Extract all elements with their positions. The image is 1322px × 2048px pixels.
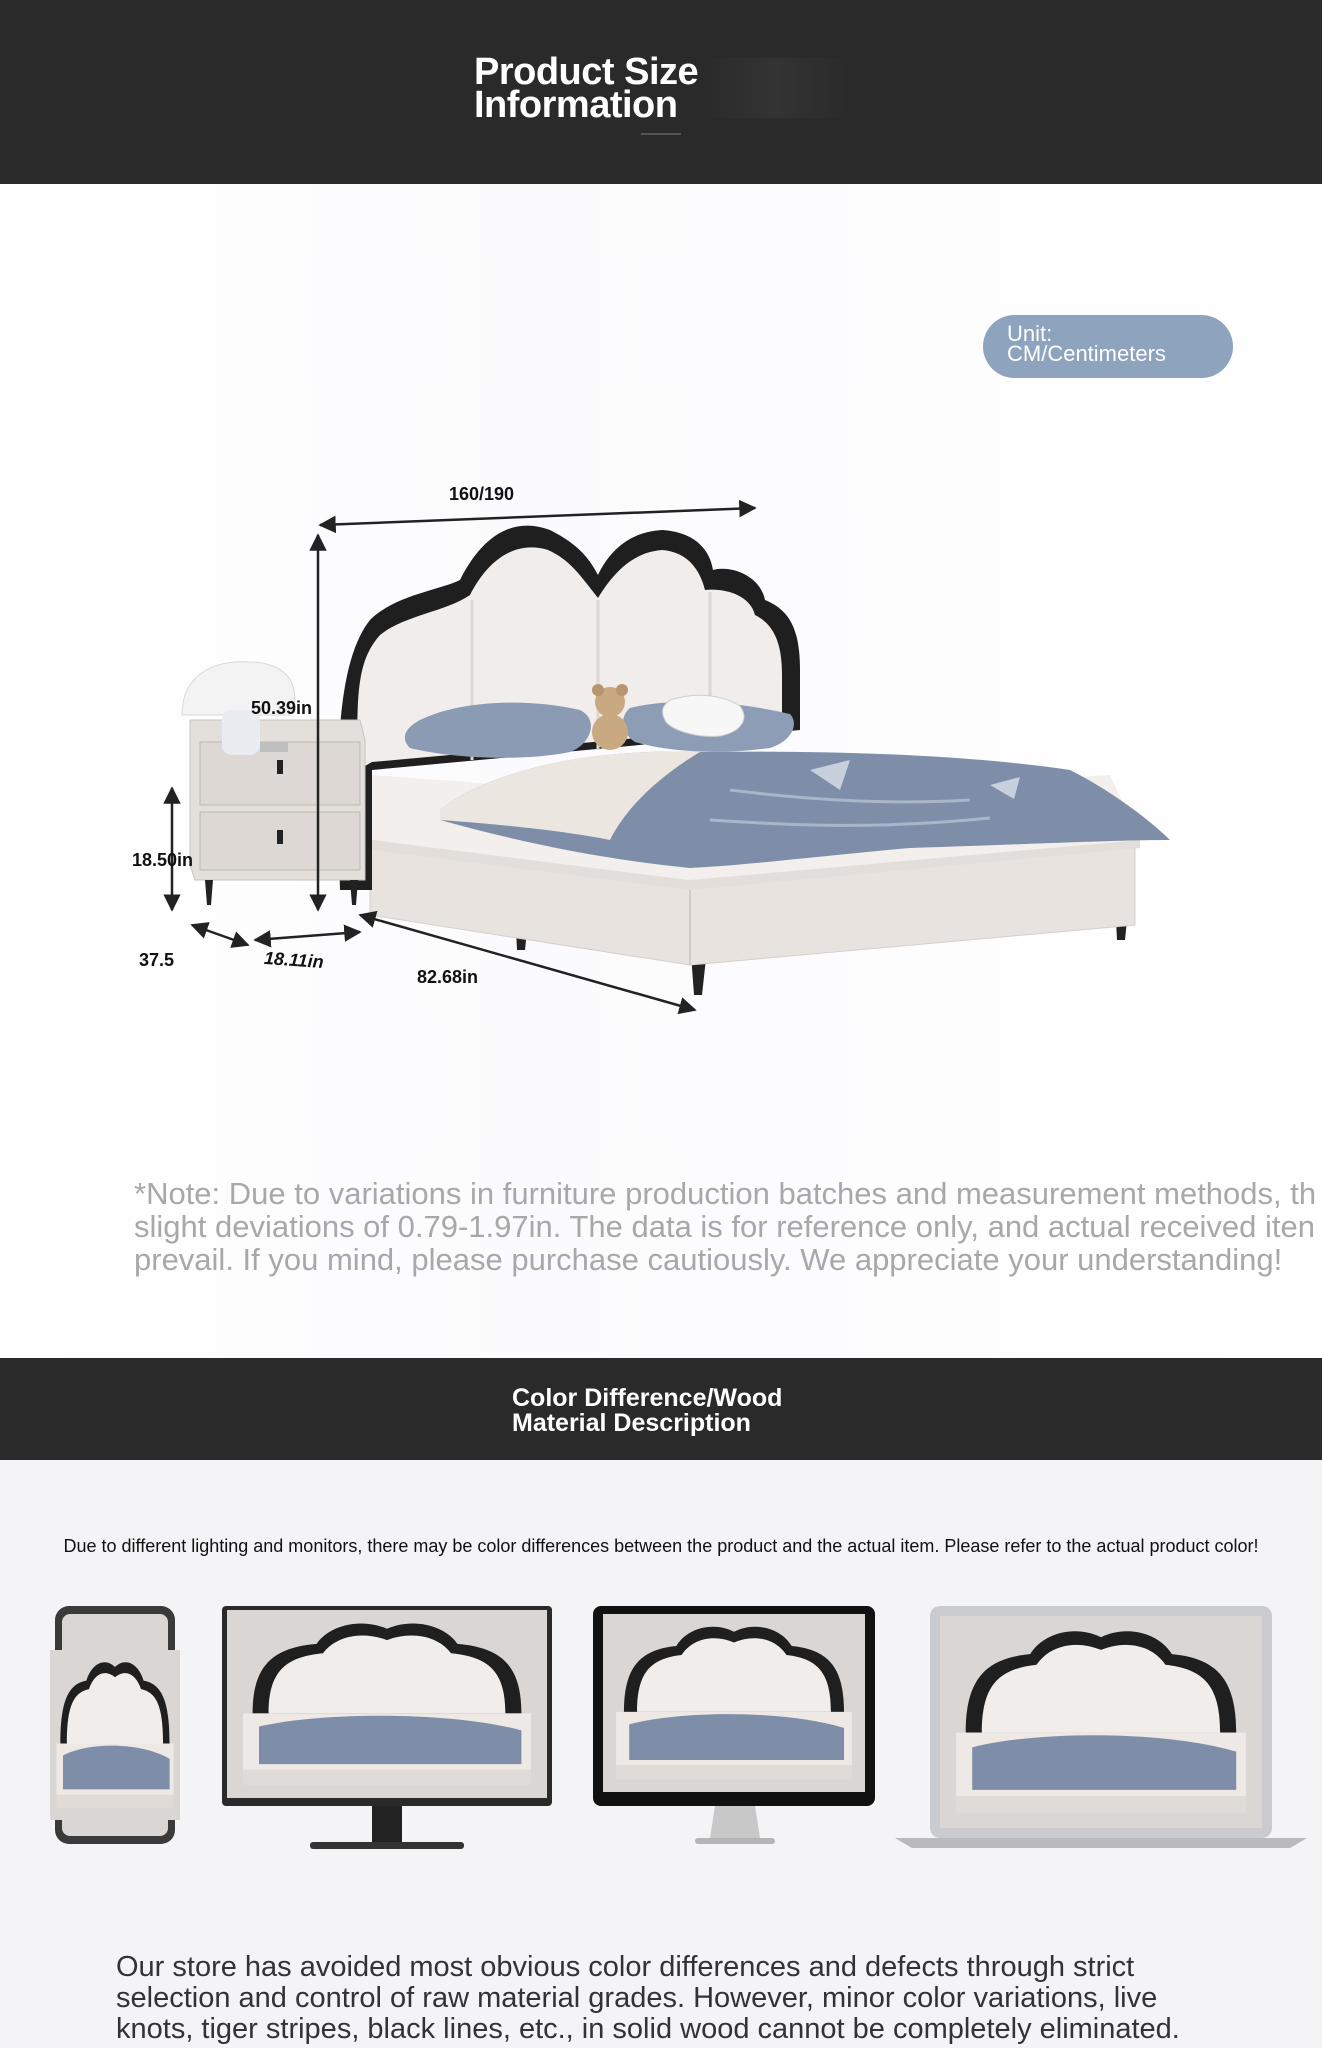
- phone-device: [50, 1606, 180, 1844]
- bottom-line-3: knots, tiger stripes, black lines, etc., in solid wood cannot be completely eliminated.: [116, 2013, 1180, 2045]
- header-product-size: [0, 0, 1322, 184]
- title-underline: [641, 133, 681, 135]
- unit-label: Unit:: [1007, 321, 1053, 346]
- unit-badge: [983, 315, 1233, 378]
- dim-length-label: 82.68in: [417, 967, 479, 987]
- bed-illustration: [338, 526, 1170, 995]
- header-color-difference: [0, 1358, 1322, 1460]
- unit-value: CM/Centimeters: [1007, 341, 1166, 366]
- monitor-device: [222, 1606, 552, 1849]
- section-title-line-1: Color Difference/Wood: [512, 1384, 783, 1412]
- note-line-2: slight deviations of 0.79-1.97in. The data is for reference only, and actual received iten: [134, 1209, 1316, 1244]
- color-disclaimer: Due to different lighting and monitors, there may be color differences between the product and the actual item. Please refer to the actual product color!: [63, 1536, 1259, 1556]
- wood-material-description: [116, 1952, 1296, 2045]
- dim-nightstand-width-label: 18.11in: [263, 947, 325, 973]
- laptop-device: [895, 1606, 1307, 1848]
- section-title-line-2: Material Description: [512, 1409, 751, 1437]
- dim-nightstand-depth-label: 37.5: [139, 950, 175, 970]
- imac-device: [593, 1606, 875, 1844]
- dim-height-label: 50.39in: [251, 698, 313, 718]
- page-title: [474, 51, 699, 126]
- dim-width-label: 160/190: [449, 484, 515, 504]
- bottom-line-1: Our store has avoided most obvious color differences and defects through strict: [116, 1951, 1135, 1983]
- bottom-line-2: selection and control of raw material grades. However, minor color variations, live: [116, 1982, 1158, 2014]
- bed-dimension-diagram: [110, 470, 1190, 1030]
- section-title: [512, 1386, 782, 1436]
- note-line-3: prevail. If you mind, please purchase cautiously. We appreciate your understanding!: [134, 1242, 1283, 1277]
- title-line-2: Information: [474, 84, 678, 126]
- dim-nightstand-height-label: 18.50in: [132, 850, 194, 870]
- measurement-note: [134, 1177, 1322, 1282]
- title-line-1: Product Size: [474, 51, 699, 93]
- ghost-watermark: [700, 58, 850, 118]
- device-comparison-row: [0, 1590, 1322, 1860]
- note-line-1: *Note: Due to variations in furniture production batches and measurement methods, th: [134, 1177, 1317, 1211]
